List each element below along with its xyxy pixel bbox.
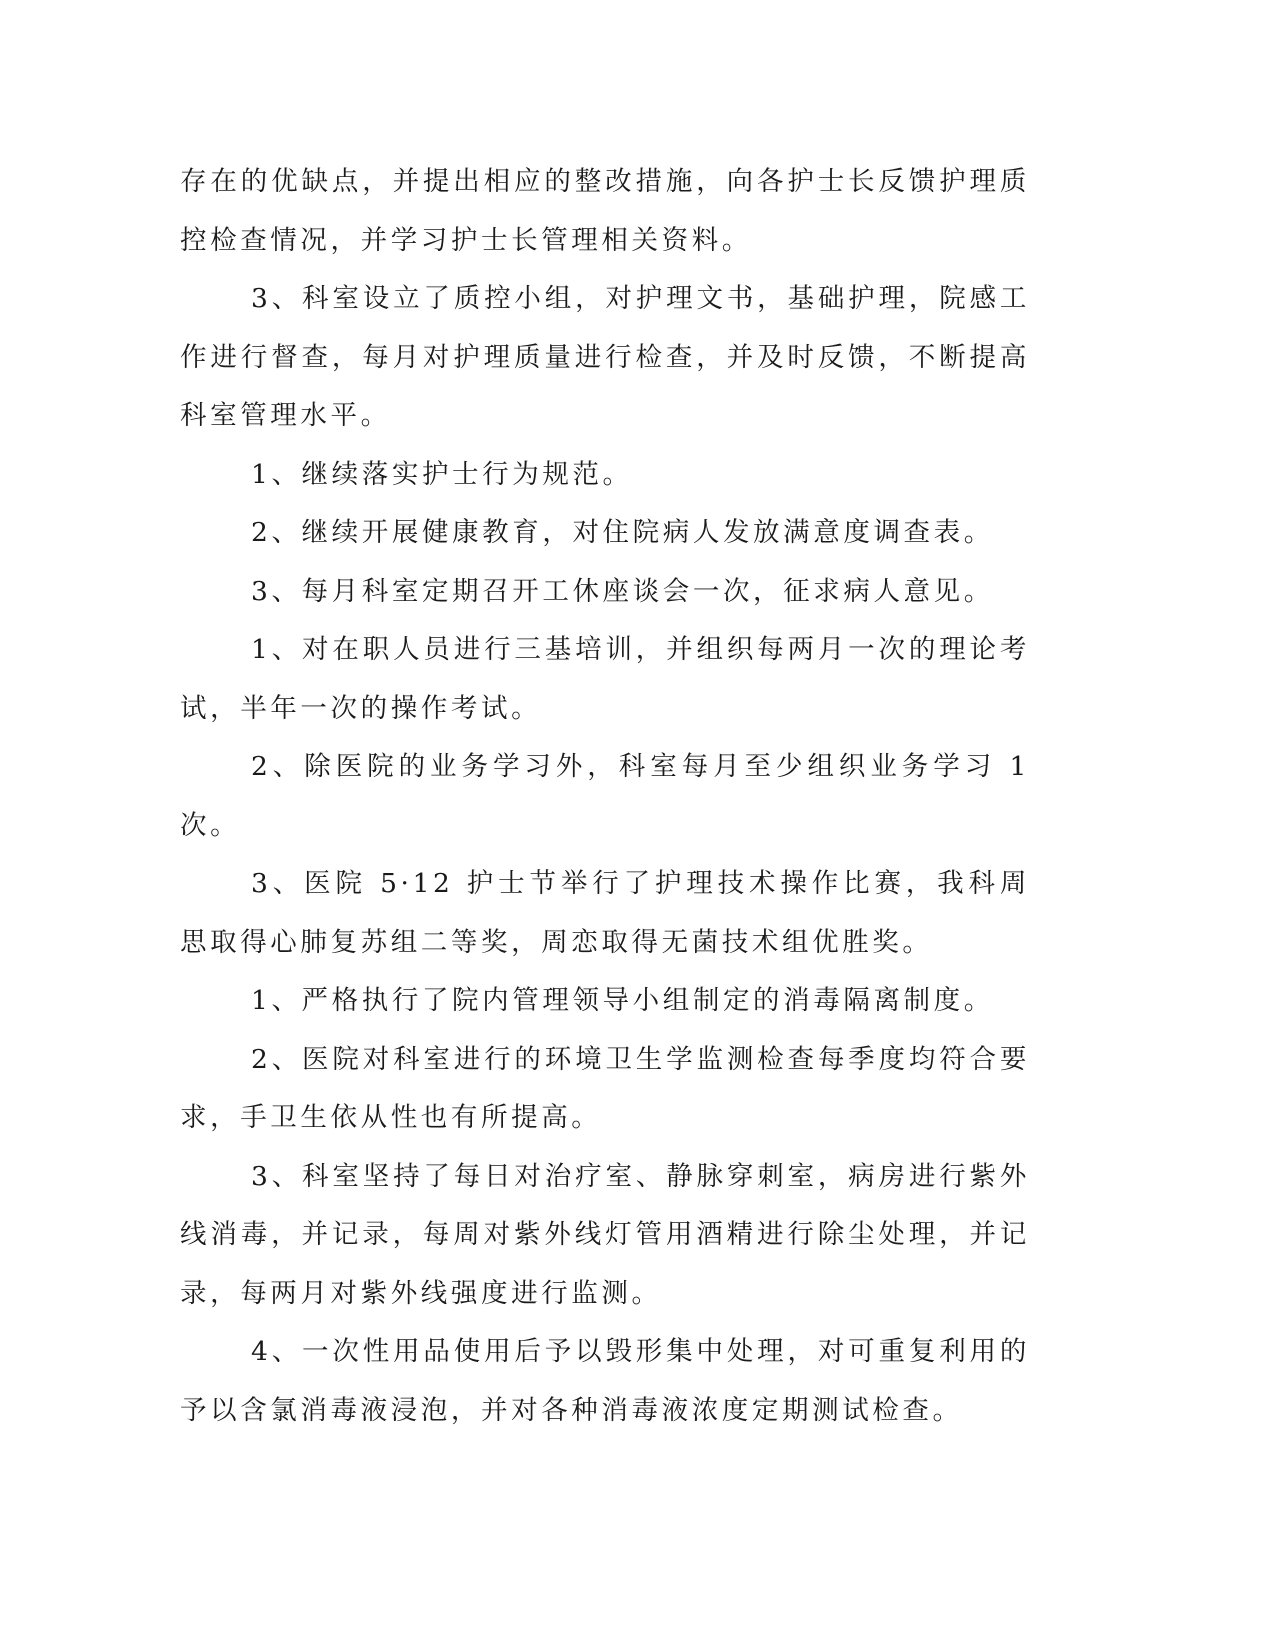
paragraph-4: 2、继续开展健康教育，对住院病人发放满意度调查表。 [251,517,994,548]
paragraph-6: 1、对在职人员进行三基培训，并组织每两月一次的理论考试，半年一次的操作考试。 [180,634,1030,724]
paragraph-2: 3、科室设立了质控小组，对护理文书，基础护理，院感工作进行督查，每月对护理质量进行检查，并及时反馈，不断提高科室管理水平。 [180,283,1030,431]
paragraph-10: 2、医院对科室进行的环境卫生学监测检查每季度均符合要求，手卫生依从性也有所提高。 [180,1043,1030,1133]
paragraph-8: 3、医院 5·12 护士节举行了护理技术操作比赛，我科周思取得心肺复苏组二等奖，周恋取得无菌技术组优胜奖。 [180,868,1030,958]
document-body [180,153,1030,1440]
paragraph-3: 1、继续落实护士行为规范。 [251,458,633,490]
paragraph-1: 存在的优缺点，并提出相应的整改措施，向各护士长反馈护理质控检查情况，并学习护士长管理相关资料。 [180,166,1030,256]
paragraph-12: 4、一次性用品使用后予以毁形集中处理，对可重复利用的予以含氯消毒液浸泡，并对各种消毒液浓度定期测试检查。 [180,1336,1030,1426]
paragraph-7: 2、除医院的业务学习外，科室每月至少组织业务学习 1 次。 [180,751,1030,841]
paragraph-5: 3、每月科室定期召开工休座谈会一次，征求病人意见。 [251,575,994,607]
paragraph-11: 3、科室坚持了每日对治疗室、静脉穿刺室，病房进行紫外线消毒，并记录，每周对紫外线灯管用酒精进行除尘处理，并记录，每两月对紫外线强度进行监测。 [180,1160,1030,1309]
paragraph-9: 1、严格执行了院内管理领导小组制定的消毒隔离制度。 [251,985,994,1016]
